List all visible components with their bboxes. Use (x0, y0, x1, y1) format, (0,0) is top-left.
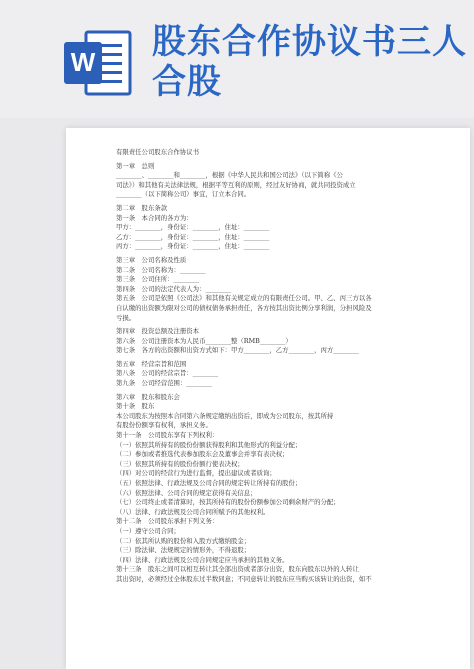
document-line: ________、________和________，根据《中华人民共和国公司法》（以下简称《公 (116, 171, 343, 180)
document-line: 有限责任公司股东合作协议书 (116, 148, 200, 156)
document-line: 第六条 公司注册资本为人民币________整（RMB________） (116, 336, 292, 345)
document-line: ________（以下简称公司）事宜，订立本合同。 (116, 190, 251, 199)
document-line: 第二章 股东条款 (116, 203, 168, 212)
document-line: （六）依照法律、公司合同的规定获得有关信息； (116, 488, 257, 497)
document-line: 第十一条 公司股东享有下列权利： (116, 431, 219, 440)
document-line: （二）参加或者推选代表参加股东会及董事会并享有表决权； (116, 450, 289, 459)
document-line: 第三条 公司住所：________ (116, 275, 200, 284)
word-document-icon (60, 26, 136, 102)
document-line: 本公司股东为按照本合同第六条规定缴纳出资后，即成为公司股东，按其所持 (116, 411, 334, 420)
document-line: 第十三条 股东之间可以相互转让其全部出资或者部分出资，股东向股东以外的人转让 (116, 565, 359, 574)
document-line: （七）公司终止或者清算时，按其所持有的股份份额参加公司剩余财产的分配； (116, 498, 340, 507)
document-line: 第九条 公司经营范围：________ (116, 379, 212, 388)
document-line: （一）遵守公司合同； (116, 526, 180, 535)
document-line: 第一条 本合同的各方为： (116, 213, 193, 222)
document-line: （四）法律、行政法规及公司合同规定应当承担的其他义务。 (116, 555, 289, 564)
document-line: 自认缴的出资额为限对公司的债权债务承担责任，各方按其出资比例分享利润，分担风险及 (116, 303, 372, 312)
document-line: 第十二条 公司股东承担下列义务： (116, 517, 219, 526)
document-line: （三）除法律、法规规定的情形外，不得退股； (116, 546, 251, 555)
document-line: 有股份份额享有权利，承担义务。 (116, 421, 212, 430)
document-line: （三）依照其所持有的股份份额行使表决权； (116, 459, 244, 468)
document-page (66, 128, 470, 669)
document-line: 第二条 公司名称为：________ (116, 265, 206, 274)
document-line: 甲方：________，身份证：________，住址：________ (116, 223, 270, 232)
document-line: 第八条 公司的经营宗旨：________ (116, 369, 219, 378)
document-line: 第五条 公司是依照《公司法》和其他有关规定成立的有限责任公司。甲、乙、丙三方以各 (116, 294, 372, 303)
word-icon-letter: W (70, 47, 96, 77)
page-title: 股东合作协议书三人合股 (152, 22, 467, 102)
document-line: 第一章 总则 (116, 161, 155, 170)
document-line: 第四章 投资总额及注册资本 (116, 327, 200, 336)
document-line: （八）法律、行政法规及公司合同所赋予的其他权利。 (116, 507, 270, 516)
document-line: （一）依照其所持有的股份份额获得股利和其他形式的利益分配； (116, 440, 302, 449)
document-line: 丙方：________，身份证：________，住址：________ (116, 242, 270, 251)
document-body (116, 148, 460, 585)
document-line: （二）依其所认购的股份和入股方式缴纳股金； (116, 536, 251, 545)
document-line: 第六章 股东和股东会 (116, 392, 180, 401)
document-line: 亏损。 (116, 313, 136, 322)
document-line: 第五章 经营宗旨和范围 (116, 359, 187, 368)
document-line: 第七条 各方的出资额和出资方式如下：甲方________，乙方________，丙方________ (116, 346, 359, 355)
document-line: （四）对公司的经营行为进行监督，提出建议或者质询； (116, 469, 276, 478)
document-line: 其出资时，必须经过全体股东过半数同意；不同意转让的股东应当购买该转让的出资，如不 (116, 574, 372, 583)
document-line: 第四条 公司的法定代表人为：________ (116, 284, 232, 293)
document-line: 第十条 股东 (116, 402, 155, 411)
header-banner (0, 0, 474, 118)
document-line: 司法》）和其他有关法律法规，根据平等互利的原则，经过友好协商，就共同投资成立 (116, 180, 356, 189)
document-line: 第三章 公司名称及性质 (116, 255, 187, 264)
document-line: （五）依照法律、行政法规及公司合同的规定转让所持有的股份； (116, 479, 302, 487)
document-line: 乙方：________，身份证：________，住址：________ (116, 232, 270, 241)
